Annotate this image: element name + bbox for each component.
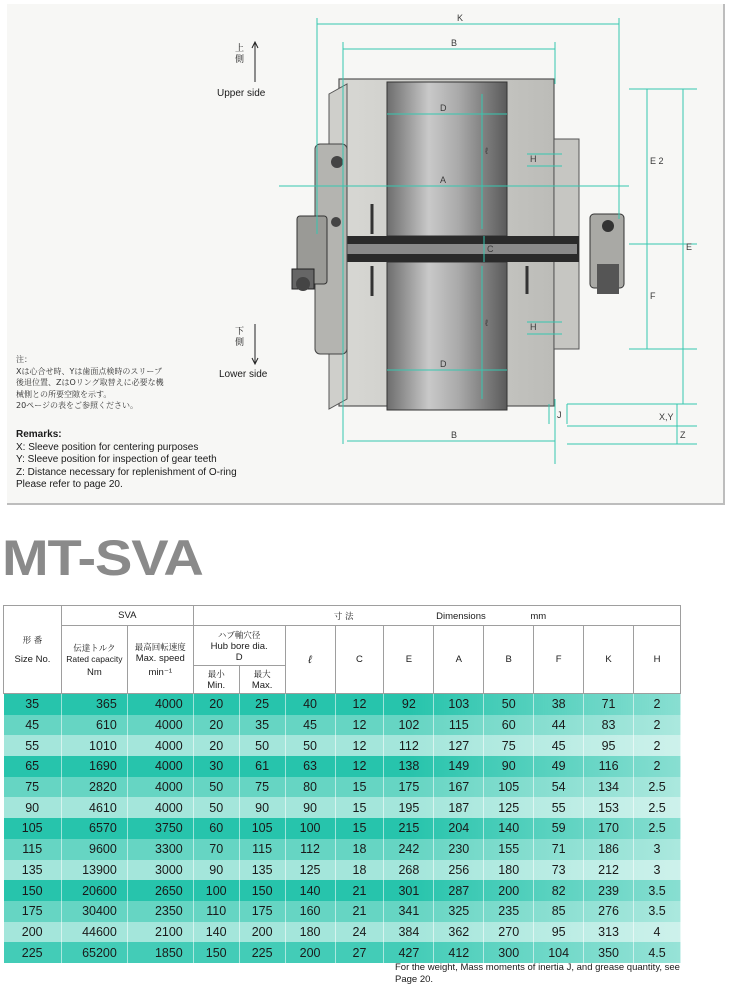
cell-A: 325 bbox=[434, 901, 484, 922]
drawing-panel bbox=[7, 4, 725, 505]
product-title: MT-SVA bbox=[2, 530, 203, 586]
cell-speed: 1850 bbox=[127, 942, 193, 963]
cell-F: 82 bbox=[534, 880, 584, 901]
th-capacity-en: Rated capacity bbox=[66, 653, 123, 664]
cell-speed: 4000 bbox=[127, 735, 193, 756]
cell-max: 90 bbox=[239, 797, 285, 818]
cell-max: 150 bbox=[239, 880, 285, 901]
cell-size: 200 bbox=[4, 922, 62, 943]
cell-min: 50 bbox=[193, 777, 239, 798]
cell-speed: 2100 bbox=[127, 922, 193, 943]
table-row bbox=[4, 715, 681, 736]
table-row bbox=[4, 735, 681, 756]
th-sva: SVA bbox=[61, 606, 193, 626]
cell-K: 186 bbox=[584, 839, 634, 860]
th-hub-jp: ハブ軸穴径 bbox=[217, 630, 261, 641]
th-hub-d: D bbox=[235, 651, 243, 663]
dim-label-E: E bbox=[686, 242, 693, 252]
cell-B: 270 bbox=[484, 922, 534, 943]
dim-label-H-top: H bbox=[530, 154, 537, 164]
th-col-l: ℓ bbox=[285, 626, 335, 694]
cell-E: 138 bbox=[384, 756, 434, 777]
cell-K: 153 bbox=[584, 797, 634, 818]
th-hub bbox=[193, 626, 285, 666]
cell-l: 40 bbox=[285, 694, 335, 715]
lower-side-en: Lower side bbox=[219, 369, 268, 380]
cell-C: 24 bbox=[335, 922, 384, 943]
cell-C: 15 bbox=[335, 818, 384, 839]
cell-K: 83 bbox=[584, 715, 634, 736]
cell-F: 95 bbox=[534, 922, 584, 943]
cell-l: 125 bbox=[285, 860, 335, 881]
cell-H: 2 bbox=[634, 756, 681, 777]
cell-F: 44 bbox=[534, 715, 584, 736]
th-dims-en: Dimensions bbox=[436, 610, 486, 622]
cell-speed: 3000 bbox=[127, 860, 193, 881]
notes-jp-line-4: 20ページの表をご参照ください。 bbox=[16, 401, 139, 410]
cell-K: 116 bbox=[584, 756, 634, 777]
cell-E: 195 bbox=[384, 797, 434, 818]
cell-E: 341 bbox=[384, 901, 434, 922]
cell-max: 105 bbox=[239, 818, 285, 839]
cell-size: 175 bbox=[4, 901, 62, 922]
upper-side-jp-2: 側 bbox=[235, 55, 245, 65]
th-max-en: Max. bbox=[251, 680, 273, 691]
cell-A: 127 bbox=[434, 735, 484, 756]
cell-speed: 4000 bbox=[127, 756, 193, 777]
cell-F: 71 bbox=[534, 839, 584, 860]
cell-speed: 2650 bbox=[127, 880, 193, 901]
table-row bbox=[4, 880, 681, 901]
cell-size: 225 bbox=[4, 942, 62, 963]
th-speed bbox=[127, 626, 193, 694]
dim-label-Z: Z bbox=[680, 430, 686, 440]
cell-C: 21 bbox=[335, 880, 384, 901]
cell-C: 21 bbox=[335, 901, 384, 922]
remarks bbox=[16, 429, 276, 492]
cell-E: 268 bbox=[384, 860, 434, 881]
cell-min: 20 bbox=[193, 694, 239, 715]
th-col-H: H bbox=[634, 626, 681, 694]
cell-A: 412 bbox=[434, 942, 484, 963]
cell-A: 149 bbox=[434, 756, 484, 777]
cell-l: 45 bbox=[285, 715, 335, 736]
cell-F: 54 bbox=[534, 777, 584, 798]
cell-C: 15 bbox=[335, 797, 384, 818]
cell-max: 200 bbox=[239, 922, 285, 943]
cell-capacity: 610 bbox=[61, 715, 127, 736]
notes-jp-line-1: Xは心合せ時、Yは歯面点検時のスリーブ bbox=[16, 366, 162, 376]
cell-capacity: 13900 bbox=[61, 860, 127, 881]
upper-side-jp-1: 上 bbox=[235, 44, 245, 54]
dim-label-l-bottom: ℓ bbox=[485, 318, 488, 328]
cell-K: 170 bbox=[584, 818, 634, 839]
th-dimensions bbox=[193, 606, 680, 626]
cell-l: 90 bbox=[285, 797, 335, 818]
cell-H: 2 bbox=[634, 735, 681, 756]
th-hub-en: Hub bore dia. bbox=[210, 640, 268, 652]
cell-K: 134 bbox=[584, 777, 634, 798]
th-col-C: C bbox=[335, 626, 384, 694]
cell-min: 140 bbox=[193, 922, 239, 943]
cell-F: 38 bbox=[534, 694, 584, 715]
dim-label-D-top: D bbox=[440, 103, 447, 113]
cell-B: 140 bbox=[484, 818, 534, 839]
cell-size: 115 bbox=[4, 839, 62, 860]
cell-C: 15 bbox=[335, 777, 384, 798]
dim-label-B-top: B bbox=[451, 38, 458, 48]
cell-C: 18 bbox=[335, 839, 384, 860]
dim-label-F: F bbox=[650, 291, 656, 301]
cell-C: 18 bbox=[335, 860, 384, 881]
th-size-en: Size No. bbox=[14, 654, 51, 665]
cell-max: 225 bbox=[239, 942, 285, 963]
th-max bbox=[239, 666, 285, 694]
table-row bbox=[4, 694, 681, 715]
cell-capacity: 1010 bbox=[61, 735, 127, 756]
th-capacity-jp: 伝達トルク bbox=[73, 643, 116, 654]
spec-table-header bbox=[4, 606, 681, 694]
notes-jp-line-2: 後退位置、ZはOリング取替えに必要な機 bbox=[16, 378, 164, 387]
cell-H: 2 bbox=[634, 694, 681, 715]
cell-B: 75 bbox=[484, 735, 534, 756]
cell-max: 35 bbox=[239, 715, 285, 736]
cell-speed: 2350 bbox=[127, 901, 193, 922]
cell-H: 3 bbox=[634, 839, 681, 860]
cell-size: 45 bbox=[4, 715, 62, 736]
cell-min: 90 bbox=[193, 860, 239, 881]
th-col-K: K bbox=[584, 626, 634, 694]
upper-shaft bbox=[387, 82, 507, 236]
dim-label-J: J bbox=[557, 410, 562, 420]
cell-H: 3.5 bbox=[634, 880, 681, 901]
spec-table bbox=[3, 605, 681, 963]
cell-l: 100 bbox=[285, 818, 335, 839]
cell-l: 180 bbox=[285, 922, 335, 943]
th-max-jp: 最大 bbox=[253, 670, 271, 680]
remarks-line-1: X: Sleeve position for centering purposes bbox=[16, 441, 199, 453]
cell-A: 187 bbox=[434, 797, 484, 818]
cell-A: 362 bbox=[434, 922, 484, 943]
cell-capacity: 1690 bbox=[61, 756, 127, 777]
cell-l: 200 bbox=[285, 942, 335, 963]
lower-shaft bbox=[387, 262, 507, 410]
cell-capacity: 20600 bbox=[61, 880, 127, 901]
cell-E: 175 bbox=[384, 777, 434, 798]
cell-B: 105 bbox=[484, 777, 534, 798]
th-dims-unit: mm bbox=[530, 610, 547, 622]
remarks-line-4: Please refer to page 20. bbox=[16, 479, 123, 490]
cell-min: 110 bbox=[193, 901, 239, 922]
cell-H: 3 bbox=[634, 860, 681, 881]
cell-K: 313 bbox=[584, 922, 634, 943]
cell-E: 242 bbox=[384, 839, 434, 860]
footnote: For the weight, Mass moments of inertia J, and grease quantity, see Page 20. bbox=[395, 962, 680, 985]
cell-capacity: 6570 bbox=[61, 818, 127, 839]
cell-C: 12 bbox=[335, 756, 384, 777]
cell-size: 150 bbox=[4, 880, 62, 901]
cell-max: 115 bbox=[239, 839, 285, 860]
cell-E: 427 bbox=[384, 942, 434, 963]
th-min-en: Min. bbox=[207, 680, 226, 691]
upper-side-en: Upper side bbox=[217, 88, 266, 99]
th-speed-en: Max. speed bbox=[135, 653, 185, 664]
cell-K: 239 bbox=[584, 880, 634, 901]
table-row bbox=[4, 860, 681, 881]
cell-max: 61 bbox=[239, 756, 285, 777]
dim-label-A: A bbox=[440, 175, 447, 185]
cell-K: 276 bbox=[584, 901, 634, 922]
cell-size: 75 bbox=[4, 777, 62, 798]
cell-B: 200 bbox=[484, 880, 534, 901]
cell-C: 12 bbox=[335, 715, 384, 736]
cell-F: 59 bbox=[534, 818, 584, 839]
remarks-line-3: Z: Distance necessary for replenishment of O-ring bbox=[16, 466, 237, 478]
cell-C: 27 bbox=[335, 942, 384, 963]
th-col-E: E bbox=[384, 626, 434, 694]
table-row bbox=[4, 777, 681, 798]
cell-K: 95 bbox=[584, 735, 634, 756]
cell-speed: 4000 bbox=[127, 777, 193, 798]
cell-max: 135 bbox=[239, 860, 285, 881]
cell-size: 135 bbox=[4, 860, 62, 881]
cell-B: 60 bbox=[484, 715, 534, 736]
cell-speed: 4000 bbox=[127, 694, 193, 715]
cell-E: 384 bbox=[384, 922, 434, 943]
cell-size: 90 bbox=[4, 797, 62, 818]
cell-B: 180 bbox=[484, 860, 534, 881]
cell-C: 12 bbox=[335, 735, 384, 756]
th-col-B: B bbox=[484, 626, 534, 694]
cell-min: 30 bbox=[193, 756, 239, 777]
cell-H: 4.5 bbox=[634, 942, 681, 963]
th-speed-unit: min⁻¹ bbox=[148, 667, 173, 678]
dim-label-l-top: ℓ bbox=[485, 146, 488, 156]
cell-l: 160 bbox=[285, 901, 335, 922]
dim-label-C: C bbox=[487, 244, 494, 254]
cell-min: 20 bbox=[193, 735, 239, 756]
th-min bbox=[193, 666, 239, 694]
cell-max: 175 bbox=[239, 901, 285, 922]
cell-l: 140 bbox=[285, 880, 335, 901]
cell-l: 80 bbox=[285, 777, 335, 798]
notes-jp-line-3: 械側との所要空隙を示す。 bbox=[16, 389, 112, 399]
cell-size: 65 bbox=[4, 756, 62, 777]
cell-A: 287 bbox=[434, 880, 484, 901]
cell-A: 167 bbox=[434, 777, 484, 798]
th-col-F: F bbox=[534, 626, 584, 694]
table-row bbox=[4, 818, 681, 839]
remarks-line-2: Y: Sleeve position for inspection of gear teeth bbox=[16, 454, 217, 465]
lower-side-label bbox=[235, 327, 244, 349]
dim-label-H-bottom: H bbox=[530, 322, 537, 332]
cell-size: 105 bbox=[4, 818, 62, 839]
cell-B: 235 bbox=[484, 901, 534, 922]
cell-F: 73 bbox=[534, 860, 584, 881]
cell-speed: 4000 bbox=[127, 715, 193, 736]
cell-speed: 3750 bbox=[127, 818, 193, 839]
cell-l: 112 bbox=[285, 839, 335, 860]
cell-size: 35 bbox=[4, 694, 62, 715]
dim-label-E2: E 2 bbox=[650, 156, 664, 166]
table-row bbox=[4, 797, 681, 818]
cell-min: 60 bbox=[193, 818, 239, 839]
cell-A: 256 bbox=[434, 860, 484, 881]
th-size-jp: 形 番 bbox=[22, 636, 43, 646]
remarks-title: Remarks: bbox=[16, 429, 62, 440]
cell-H: 2.5 bbox=[634, 777, 681, 798]
dim-label-D-bottom: D bbox=[440, 359, 447, 369]
dim-label-K: K bbox=[457, 13, 464, 23]
cell-max: 75 bbox=[239, 777, 285, 798]
cell-speed: 3300 bbox=[127, 839, 193, 860]
cell-capacity: 30400 bbox=[61, 901, 127, 922]
cell-K: 350 bbox=[584, 942, 634, 963]
cell-B: 300 bbox=[484, 942, 534, 963]
th-min-jp: 最小 bbox=[207, 670, 225, 680]
dim-label-B-bottom: B bbox=[451, 430, 458, 440]
cell-E: 301 bbox=[384, 880, 434, 901]
cell-E: 92 bbox=[384, 694, 434, 715]
table-row bbox=[4, 756, 681, 777]
upper-side-label bbox=[235, 44, 244, 66]
cell-H: 2.5 bbox=[634, 797, 681, 818]
th-speed-jp: 最高回転速度 bbox=[134, 643, 186, 653]
th-dims-jp: 寸 法 bbox=[333, 611, 354, 622]
cell-l: 50 bbox=[285, 735, 335, 756]
cell-max: 50 bbox=[239, 735, 285, 756]
cell-H: 3.5 bbox=[634, 901, 681, 922]
cell-F: 55 bbox=[534, 797, 584, 818]
table-row bbox=[4, 942, 681, 963]
cell-B: 155 bbox=[484, 839, 534, 860]
th-capacity-unit: Nm bbox=[86, 666, 102, 678]
cell-size: 55 bbox=[4, 735, 62, 756]
cell-E: 102 bbox=[384, 715, 434, 736]
cell-A: 115 bbox=[434, 715, 484, 736]
lower-side-jp-1: 下 bbox=[235, 327, 245, 337]
cell-B: 90 bbox=[484, 756, 534, 777]
cell-H: 2.5 bbox=[634, 818, 681, 839]
cell-min: 20 bbox=[193, 715, 239, 736]
cell-K: 212 bbox=[584, 860, 634, 881]
cell-capacity: 2820 bbox=[61, 777, 127, 798]
table-row bbox=[4, 922, 681, 943]
cell-capacity: 9600 bbox=[61, 839, 127, 860]
cell-A: 103 bbox=[434, 694, 484, 715]
cell-F: 49 bbox=[534, 756, 584, 777]
cell-min: 50 bbox=[193, 797, 239, 818]
cell-E: 112 bbox=[384, 735, 434, 756]
cell-B: 125 bbox=[484, 797, 534, 818]
table-row bbox=[4, 839, 681, 860]
cell-C: 12 bbox=[335, 694, 384, 715]
cell-F: 45 bbox=[534, 735, 584, 756]
notes-jp bbox=[16, 354, 256, 412]
cell-F: 85 bbox=[534, 901, 584, 922]
cell-min: 70 bbox=[193, 839, 239, 860]
lower-side-jp-2: 側 bbox=[235, 338, 245, 348]
cell-min: 150 bbox=[193, 942, 239, 963]
cell-H: 2 bbox=[634, 715, 681, 736]
th-capacity bbox=[61, 626, 127, 694]
cell-l: 63 bbox=[285, 756, 335, 777]
th-col-A: A bbox=[434, 626, 484, 694]
notes-jp-title: 注： bbox=[16, 355, 32, 364]
cell-A: 204 bbox=[434, 818, 484, 839]
cell-F: 104 bbox=[534, 942, 584, 963]
cell-min: 100 bbox=[193, 880, 239, 901]
cell-capacity: 365 bbox=[61, 694, 127, 715]
cell-max: 25 bbox=[239, 694, 285, 715]
cell-capacity: 44600 bbox=[61, 922, 127, 943]
cell-capacity: 4610 bbox=[61, 797, 127, 818]
cell-B: 50 bbox=[484, 694, 534, 715]
dim-label-XY: X,Y bbox=[659, 412, 674, 422]
th-size bbox=[4, 606, 62, 694]
cell-speed: 4000 bbox=[127, 797, 193, 818]
cell-E: 215 bbox=[384, 818, 434, 839]
cell-capacity: 65200 bbox=[61, 942, 127, 963]
spec-table-body bbox=[4, 694, 681, 963]
cell-A: 230 bbox=[434, 839, 484, 860]
table-row bbox=[4, 901, 681, 922]
cell-K: 71 bbox=[584, 694, 634, 715]
cell-H: 4 bbox=[634, 922, 681, 943]
